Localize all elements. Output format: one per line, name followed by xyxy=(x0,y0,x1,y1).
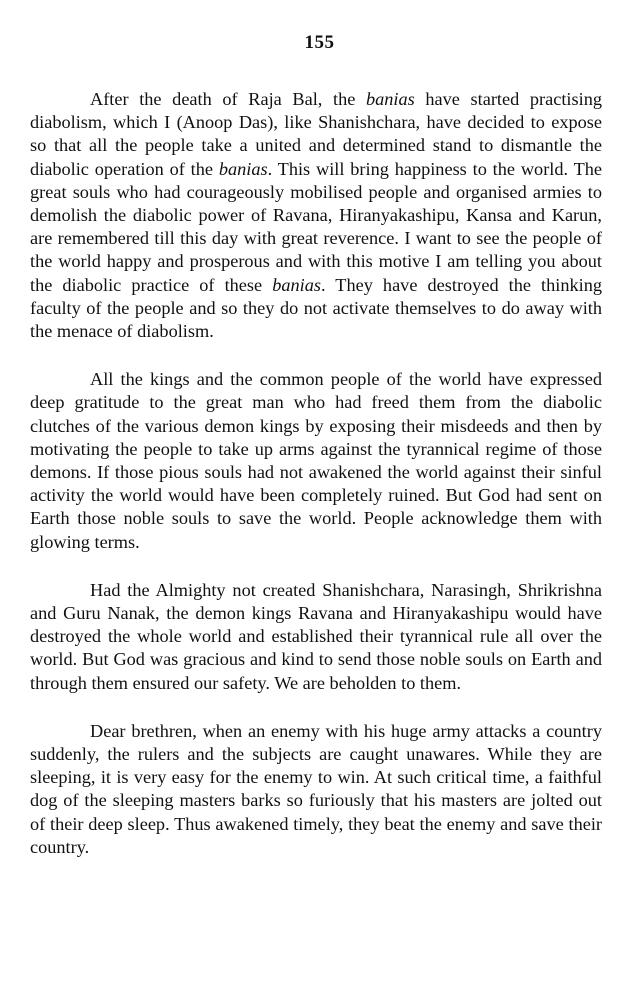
text-segment: . This will bring happiness to the world. The great souls who had courageously mobilised people and organised armies to demolish the diabolic power of Ravana, Hiranyakashipu, Kansa and Karun, are remembered till this day with great reverence. I want to see the people of the world happy and prosperous and with this motive I am telling you about the diabolic practice of these xyxy=(30,158,602,295)
paragraph-3 xyxy=(30,579,602,695)
page-number: 155 xyxy=(304,32,335,53)
text-segment: All the kings and the common people of the world have expressed deep gratitude to the great man who had freed them from the diabolic clutches of the various demon kings by exposing their misdeeds and then by motivating the people to take up arms against the tyrannical regime of those demons. If those pious souls had not awakened the world against their sinful activity the world would have been completely ruined. But God had sent on Earth those noble souls to save the world. People acknowledge them with glowing terms. xyxy=(30,369,602,552)
text-segment: Dear brethren, when an enemy with his huge army attacks a country suddenly, the rulers and the subjects are caught unawares. While they are sleeping, it is very easy for the enemy to win. At such critical time, a faithful dog of the sleeping masters barks so furiously that his masters are jolted out of their deep sleep. Thus awakened timely, they beat the enemy and save their country. xyxy=(30,720,602,857)
paragraph-4 xyxy=(30,720,602,859)
paragraph-1 xyxy=(30,88,602,343)
italic-term: banias xyxy=(272,274,321,295)
text-segment: After the death of Raja Bal, the xyxy=(90,89,366,109)
paragraph-2 xyxy=(30,368,602,554)
text-segment: Had the Almighty not created Shanishchara, Narasingh, Shrikrishna and Guru Nanak, the demon kings Ravana and Hiranyakashipu would have destroyed the whole world and established their tyrannical rule all over the world. But God was gracious and kind to send those noble souls on Earth and through them ensured our safety. We are beholden to them. xyxy=(30,579,602,693)
body-text xyxy=(30,88,602,884)
italic-term: banias xyxy=(365,89,415,109)
text-segment: have started practising diabolism, which I (Anoop Das), like Shanishchara, have decided to expose so that all the people take a united and determined stand to dismantle the diabolic operation of the xyxy=(30,89,602,179)
italic-term: banias xyxy=(218,158,268,179)
text-segment: . They have destroyed the thinking faculty of the people and so they do not activate themselves to do away with the menace of diabolism. xyxy=(30,274,602,342)
